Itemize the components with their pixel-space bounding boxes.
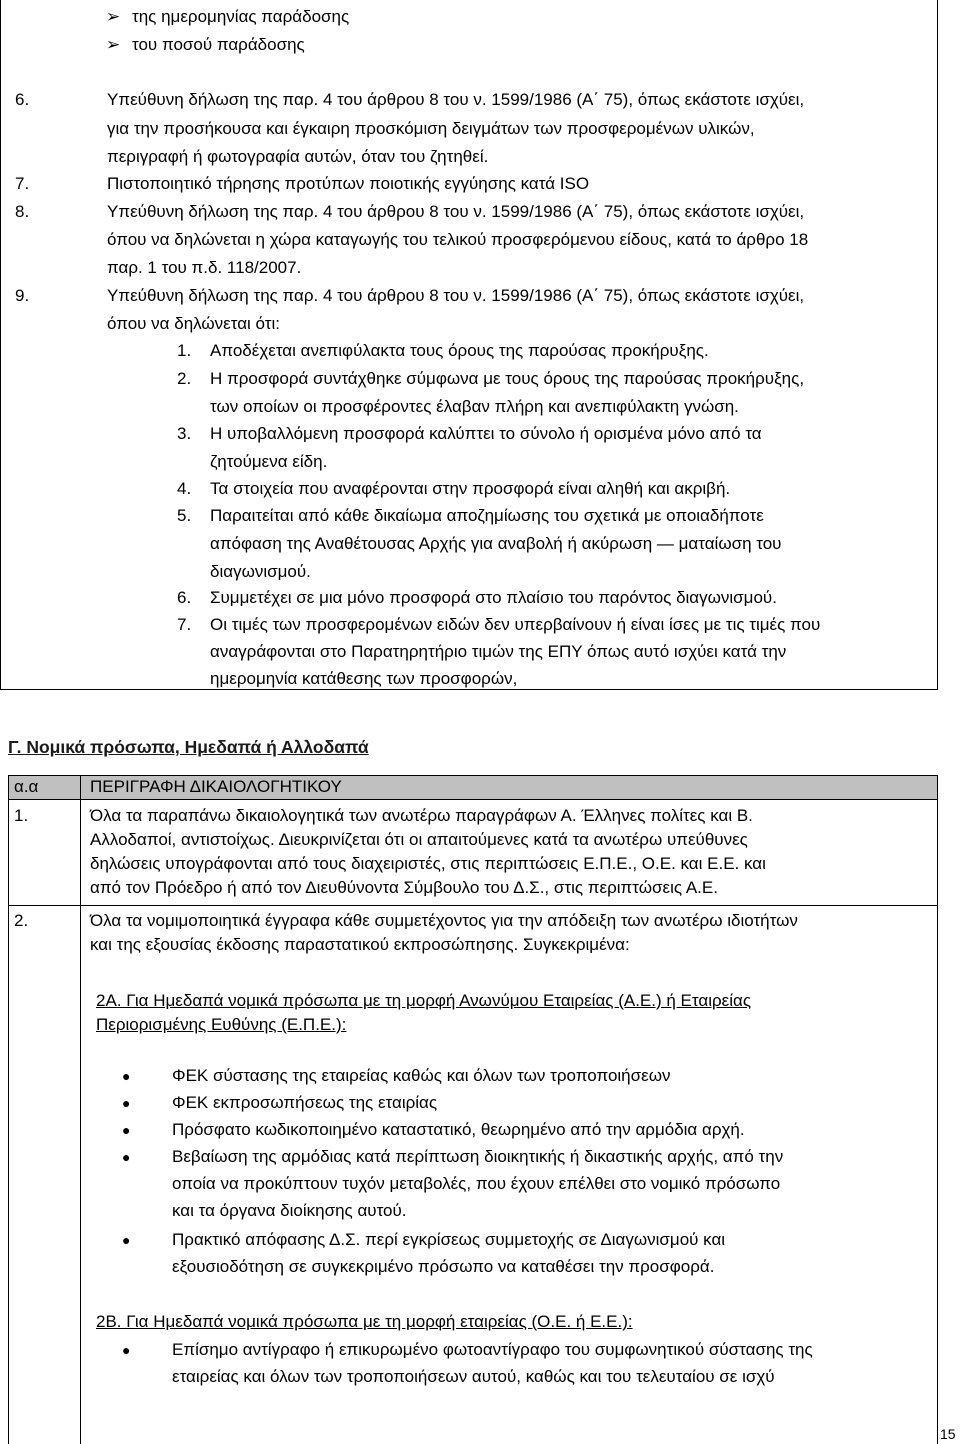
check-text: του ποσού παράδοσης — [132, 35, 305, 54]
item-text — [107, 173, 937, 195]
item-number: 7. — [15, 174, 30, 193]
item-text — [107, 285, 937, 335]
item-text — [107, 201, 937, 279]
sub-item-text — [210, 478, 930, 500]
bullet-text — [172, 1091, 932, 1115]
sub-item-number: 4. — [177, 479, 192, 498]
documents-table — [8, 775, 938, 1444]
row-description — [90, 804, 928, 900]
column-divider — [80, 775, 81, 1444]
bullet-dot-icon: ● — [122, 1342, 131, 1358]
row-number: 1. — [14, 806, 29, 825]
text-line: απόφαση της Αναθέτουσας Αρχής για αναβολή ή ακύρωση — ματαίωση του — [210, 534, 782, 553]
row-divider — [8, 799, 938, 800]
text-line: Πιστοποιητικό τήρησης προτύπων ποιοτικής εγγύησης κατά ISO — [107, 174, 590, 193]
text-line: των οποίων οι προσφέροντες έλαβαν πλήρη και ανεπιφύλακτη γνώση. — [210, 397, 739, 416]
text-line: ημερομηνία κατάθεσης των προσφορών, — [210, 669, 518, 688]
page-number: 15 — [940, 1426, 956, 1442]
text-line: Υπεύθυνη δήλωση της παρ. 4 του άρθρου 8 του ν. 1599/1986 (Α΄ 75), όπως εκάστοτε ισχύει, — [107, 202, 805, 221]
text-line: από τον Πρόεδρο ή από τον Διευθύνοντα Σύμβουλο του Δ.Σ., στις περιπτώσεις Α.Ε. — [90, 878, 718, 897]
text-line: ΦΕΚ σύστασης της εταιρείας καθώς και όλων των τροποποιήσεων — [172, 1066, 671, 1085]
row-number: 2. — [14, 911, 29, 930]
text-line: Επίσημο αντίγραφο ή επικυρωμένο φωτοαντίγραφο του συμφωνητικού σύστασης της — [172, 1340, 813, 1359]
text-line: όπου να δηλώνεται η χώρα καταγωγής του τελικού προσφερόμενου είδους, κατά το άρθρο 18 — [107, 230, 809, 249]
text-line: διαγωνισμού. — [210, 562, 311, 581]
text-line: Υπεύθυνη δήλωση της παρ. 4 του άρθρου 8 του ν. 1599/1986 (Α΄ 75), όπως εκάστοτε ισχύει, — [107, 90, 805, 109]
text-line: 2Β. Για Ημεδαπά νομικά πρόσωπα με τη μορφή εταιρείας (Ο.Ε. ή Ε.Ε.): — [96, 1312, 633, 1331]
sub-item-number: 6. — [177, 588, 192, 607]
text-line: ΦΕΚ εκπροσωπήσεως της εταιρίας — [172, 1093, 438, 1112]
sub-item-text — [210, 340, 930, 362]
text-line: Αλλοδαποί, αντιστοίχως. Διευκρινίζεται ότι οι απαιτούμενες κατά τα ανωτέρω υπεύθυνες — [90, 830, 748, 849]
text-line: Τα στοιχεία που αναφέρονται στην προσφορά είναι αληθή και ακριβή. — [210, 479, 731, 498]
header-description: ΠΕΡΙΓΡΑΦΗ ΔΙΚΑΙΟΛΟΓΗΤΙΚΟΥ — [90, 777, 342, 796]
list-item — [1, 89, 939, 166]
bullet-dot-icon: ● — [122, 1095, 131, 1111]
arrow-check-icon: ➢ — [106, 7, 121, 26]
subsection-2a — [90, 989, 928, 1037]
text-line: Αποδέχεται ανεπιφύλακτα τους όρους της παρούσας προκήρυξης. — [210, 341, 709, 360]
item-number: 6. — [15, 90, 30, 109]
arrow-check-icon: ➢ — [106, 35, 121, 54]
section-title: Γ. Νομικά πρόσωπα, Ημεδαπά ή Αλλοδαπά — [8, 737, 369, 757]
text-line: εταιρείας και όλων των τροποποιήσεων αυτού, καθώς και του τελευταίου σε ισχύ — [172, 1367, 775, 1386]
text-line: Υπεύθυνη δήλωση της παρ. 4 του άρθρου 8 του ν. 1599/1986 (Α΄ 75), όπως εκάστοτε ισχύει, — [107, 286, 805, 305]
text-line: εξουσιοδότηση σε συγκεκριμένο πρόσωπο να καταθέσει την προσφορά. — [172, 1257, 715, 1276]
sub-item-text — [210, 423, 930, 473]
bullet-dot-icon: ● — [122, 1149, 131, 1165]
bullet-dot-icon: ● — [122, 1068, 131, 1084]
sub-item-number: 1. — [177, 341, 192, 360]
sub-item-text — [210, 368, 930, 418]
sub-item-number: 5. — [177, 506, 192, 525]
row-description — [90, 909, 928, 957]
sub-item-text — [210, 614, 930, 690]
item-number: 9. — [15, 286, 30, 305]
bullet-text — [172, 1145, 932, 1223]
text-line: περιγραφή ή φωτογραφία αυτών, όταν του ζητηθεί. — [107, 147, 489, 166]
text-line: όπου να δηλώνεται ότι: — [107, 314, 280, 333]
bullet-text — [172, 1338, 932, 1389]
text-line: Βεβαίωση της αρμόδιας κατά περίπτωση διοικητικής ή δικαστικής αρχής, από την — [172, 1147, 784, 1166]
header-number: α.α — [14, 777, 39, 796]
sub-item-number: 7. — [177, 615, 192, 634]
sub-item-text — [210, 587, 930, 609]
text-line: Περιορισμένης Ευθύνης (Ε.Π.Ε.): — [96, 1015, 347, 1034]
text-line: οποία να προκύπτουν τυχόν μεταβολές, που έχουν επέλθει στο νομικό πρόσωπο — [172, 1174, 781, 1193]
sub-item-text — [210, 505, 930, 583]
text-line: Πρακτικό απόφασης Δ.Σ. περί εγκρίσεως συμμετοχής σε Διαγωνισμού και — [172, 1230, 726, 1249]
sub-item-number: 2. — [177, 369, 192, 388]
text-line: ζητούμενα είδη. — [210, 452, 328, 471]
item-text — [107, 89, 937, 168]
text-line: Η προσφορά συντάχθηκε σύμφωνα με τους όρους της παρούσας προκήρυξης, — [210, 369, 805, 388]
text-line: και της εξουσίας έκδοσης παραστατικού εκπροσώπησης. Συγκεκριμένα: — [90, 935, 630, 954]
sub-item-number: 3. — [177, 424, 192, 443]
text-line: Όλα τα νομιμοποιητικά έγγραφα κάθε συμμετέχοντος για την απόδειξη των ανωτέρω ιδιοτήτων — [90, 911, 798, 930]
bullet-dot-icon: ● — [122, 1122, 131, 1138]
check-item — [106, 6, 349, 28]
text-line: παρ. 1 του π.δ. 118/2007. — [107, 258, 302, 277]
text-line: Η υποβαλλόμενη προσφορά καλύπτει το σύνολο ή ορισμένα μόνο από τα — [210, 424, 762, 443]
table-border — [937, 775, 938, 1444]
text-line: 2Α. Για Ημεδαπά νομικά πρόσωπα με τη μορφή Ανωνύμου Εταιρείας (Α.Ε.) ή Εταιρείας — [96, 991, 752, 1010]
requirements-box — [0, 0, 938, 690]
check-text: της ημερομηνίας παράδοσης — [132, 7, 350, 26]
bullet-dot-icon: ● — [122, 1232, 131, 1248]
text-line: Οι τιμές των προσφερομένων ειδών δεν υπερβαίνουν ή είναι ίσες με τις τιμές που — [210, 615, 821, 634]
table-border — [8, 775, 9, 1444]
text-line: και τα όργανα διοίκησης αυτού. — [172, 1201, 407, 1220]
bullet-text — [172, 1118, 932, 1142]
text-line: Πρόσφατο κωδικοποιημένο καταστατικό, θεωρημένο από την αρμόδια αρχή. — [172, 1120, 745, 1139]
bullet-text — [172, 1064, 932, 1088]
check-item — [106, 34, 305, 56]
row-divider — [8, 905, 938, 906]
text-line: δηλώσεις υπογράφονται από τους διαχειριστές, στις περιπτώσεις Ε.Π.Ε., Ο.Ε. και Ε.Ε. και — [90, 854, 766, 873]
subsection-2b — [90, 1310, 928, 1334]
bullet-text — [172, 1228, 932, 1279]
text-line: Συμμετέχει σε μια μόνο προσφορά στο πλαίσιο του παρόντος διαγωνισμού. — [210, 588, 777, 607]
text-line: Παραιτείται από κάθε δικαίωμα αποζημίωσης του σχετικά με οποιαδήποτε — [210, 506, 764, 525]
text-line: Όλα τα παραπάνω δικαιολογητικά των ανωτέρω παραγράφων Α. Έλληνες πολίτες και Β. — [90, 806, 753, 825]
text-line: αναγράφονται στο Παρατηρητήριο τιμών της ΕΠΥ όπως αυτό ισχύει κατά την — [210, 642, 787, 661]
text-line: για την προσήκουσα και έγκαιρη προσκόμιση δειγμάτων των προσφερομένων υλικών, — [107, 119, 755, 138]
item-number: 8. — [15, 202, 30, 221]
